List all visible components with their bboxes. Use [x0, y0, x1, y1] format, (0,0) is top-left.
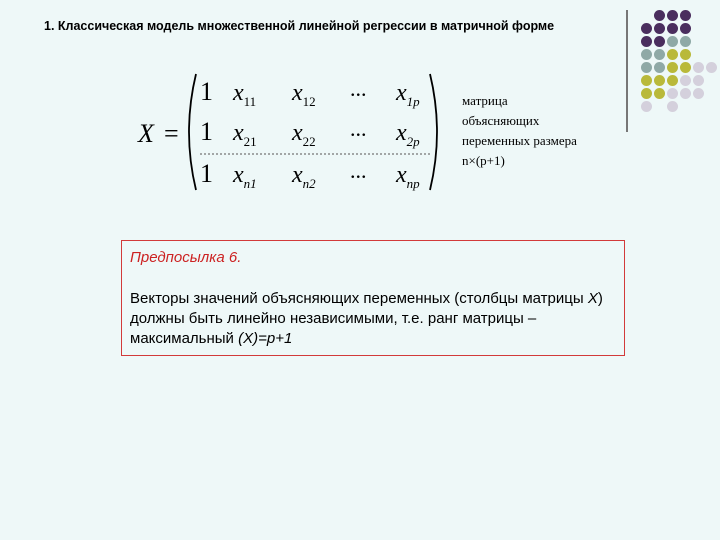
dot-r2c3 — [667, 23, 678, 34]
slide-title: 1. Классическая модель множественной линейной регрессии в матричной форме — [44, 19, 555, 33]
dot-r3c1 — [641, 36, 652, 47]
design-matrix-formula — [130, 66, 450, 198]
right-paren — [430, 74, 437, 190]
dot-r1c2 — [654, 10, 665, 21]
matrix-element-base: $x_{1p}$ — [396, 80, 420, 109]
note-line: переменных размера — [462, 133, 577, 148]
dot-r7c4 — [680, 88, 691, 99]
dot-r6c1 — [641, 75, 652, 86]
matrix-ellipsis: ... — [350, 116, 367, 141]
dot-r5c3 — [667, 62, 678, 73]
premise-text-formula: (X)=p+1 — [238, 330, 293, 347]
dot-r3c4 — [680, 36, 691, 47]
dot-r8c3 — [667, 101, 678, 112]
matrix-element-base: $x_{11}$ — [233, 80, 257, 109]
matrix-description — [462, 91, 622, 171]
dot-r7c2 — [654, 88, 665, 99]
matrix-cell-ones: 1 — [200, 159, 213, 188]
dot-r4c4 — [680, 49, 691, 60]
premise-text — [130, 289, 620, 349]
dot-r4c1 — [641, 49, 652, 60]
dot-r4c2 — [654, 49, 665, 60]
dot-r6c4 — [680, 75, 691, 86]
premise-box — [121, 240, 625, 356]
left-paren — [189, 74, 196, 190]
dot-r5c6 — [706, 62, 717, 73]
dot-r5c4 — [680, 62, 691, 73]
matrix-row-2 — [200, 116, 420, 149]
dot-r7c5 — [693, 88, 704, 99]
dot-r8c1 — [641, 101, 652, 112]
dot-r1c3 — [667, 10, 678, 21]
matrix-element-base: $x_{21}$ — [233, 120, 257, 149]
premise-text-part: Векторы значений объясняющих переменных (столбцы матрицы — [130, 290, 588, 307]
dot-r5c5 — [693, 62, 704, 73]
matrix-lhs: X — [138, 119, 154, 148]
dot-r2c1 — [641, 23, 652, 34]
dot-r5c2 — [654, 62, 665, 73]
matrix-element-base: $x_{12}$ — [292, 80, 316, 109]
matrix-ellipsis: ... — [350, 76, 367, 101]
matrix-element-base: $x_{22}$ — [292, 120, 316, 149]
matrix-row-1 — [200, 76, 420, 109]
matrix-element-base: $x_{n2}$ — [292, 162, 316, 191]
premise-text-variable: X — [587, 290, 598, 307]
dot-r4c3 — [667, 49, 678, 60]
matrix-element-base: $x_{2p}$ — [396, 120, 420, 149]
matrix-cell-ones: 1 — [200, 77, 213, 106]
dot-r2c2 — [654, 23, 665, 34]
dot-r7c1 — [641, 88, 652, 99]
decorative-dot-grid — [640, 10, 716, 120]
dot-r6c3 — [667, 75, 678, 86]
note-line: матрица — [462, 93, 508, 108]
matrix-element-base: $x_{n1}$ — [233, 162, 257, 191]
dot-r3c3 — [667, 36, 678, 47]
dot-r3c2 — [654, 36, 665, 47]
matrix-ellipsis: ... — [350, 158, 367, 183]
dot-r6c5 — [693, 75, 704, 86]
matrix-element-base: $x_{np}$ — [396, 162, 420, 191]
dot-r5c1 — [641, 62, 652, 73]
note-line: объясняющих — [462, 113, 540, 128]
dot-r6c2 — [654, 75, 665, 86]
note-line: n×(p+1) — [462, 153, 505, 168]
dot-r2c4 — [680, 23, 691, 34]
matrix-row-3 — [200, 158, 420, 191]
equals-sign: = — [164, 119, 179, 148]
vertical-divider — [626, 10, 628, 132]
premise-title: Предпосылка 6. — [130, 249, 242, 266]
premise-text-part: ) должны быть линейно независимыми, т.е. ранг матрицы – максимальный — [130, 290, 603, 347]
matrix-cell-ones: 1 — [200, 117, 213, 146]
dot-r1c4 — [680, 10, 691, 21]
dot-r7c3 — [667, 88, 678, 99]
